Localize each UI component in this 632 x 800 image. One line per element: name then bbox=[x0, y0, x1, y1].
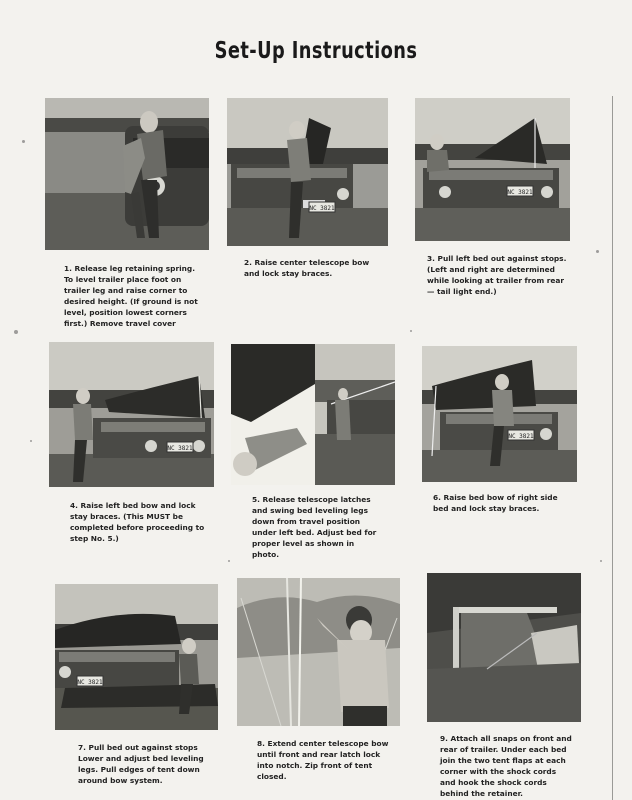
step-4-caption: 4. Raise left bed bow and lock stay braces. (This MUST be completed before proceeding to step No. 5.) bbox=[70, 501, 205, 543]
scan-speck bbox=[228, 560, 230, 562]
page-edge bbox=[612, 96, 613, 800]
scan-speck bbox=[14, 330, 18, 334]
step-2-license-plate: NC 3821 bbox=[309, 205, 335, 212]
step-8-caption: 8. Extend center telescope bow until front and rear latch lock into notch. Zip front of tent closed. bbox=[257, 739, 389, 781]
step-7-caption: 7. Pull bed out against stops Lower and adjust bed leveling legs. Pull edges of tent down around bow system. bbox=[78, 743, 204, 785]
step-9-photo bbox=[427, 573, 581, 722]
step-3-license-plate: NC 3821 bbox=[507, 189, 533, 196]
scan-speck bbox=[22, 140, 25, 143]
step-3-caption: 3. Pull left bed out against stops. (Left and right are determined while looking at trailer from rear — tail light end.) bbox=[427, 254, 567, 296]
step-1-photo bbox=[45, 98, 209, 250]
step-7-photo bbox=[55, 584, 218, 730]
step-3-photo bbox=[415, 98, 570, 241]
step-2-caption: 2. Raise center telescope bow and lock stay braces. bbox=[244, 258, 370, 278]
step-4-photo bbox=[49, 342, 214, 487]
step-9-caption: 9. Attach all snaps on front and rear of trailer. Under each bed join the two tent flaps at each corner with the shock cords and hook the shock cords behind the retainer. bbox=[440, 734, 572, 798]
step-6-caption: 6. Raise bed bow of right side bed and lock stay braces. bbox=[433, 493, 558, 513]
step-5-caption: 5. Release telescope latches and swing bed leveling legs down from travel position under left bed. Adjust bed for proper level as shown in photo. bbox=[252, 495, 377, 559]
step-8-photo bbox=[237, 578, 400, 726]
scan-speck bbox=[30, 440, 32, 442]
step-2-photo bbox=[227, 98, 388, 246]
step-4-license-plate: NC 3821 bbox=[167, 445, 193, 452]
scan-speck bbox=[600, 560, 602, 562]
scan-speck bbox=[596, 250, 599, 253]
step-6-photo bbox=[422, 346, 577, 482]
step-1-caption: 1. Release leg retaining spring. To level trailer place foot on trailer leg and raise corner to desired height. (If ground is not level, position lowest corners first.) Remove travel cover bbox=[64, 264, 198, 328]
step-7-license-plate: NC 3821 bbox=[77, 679, 103, 686]
page-title: Set-Up Instructions bbox=[214, 38, 418, 64]
step-6-license-plate: NC 3821 bbox=[508, 433, 534, 440]
step-5-photo bbox=[231, 344, 395, 485]
scan-speck bbox=[410, 330, 412, 332]
